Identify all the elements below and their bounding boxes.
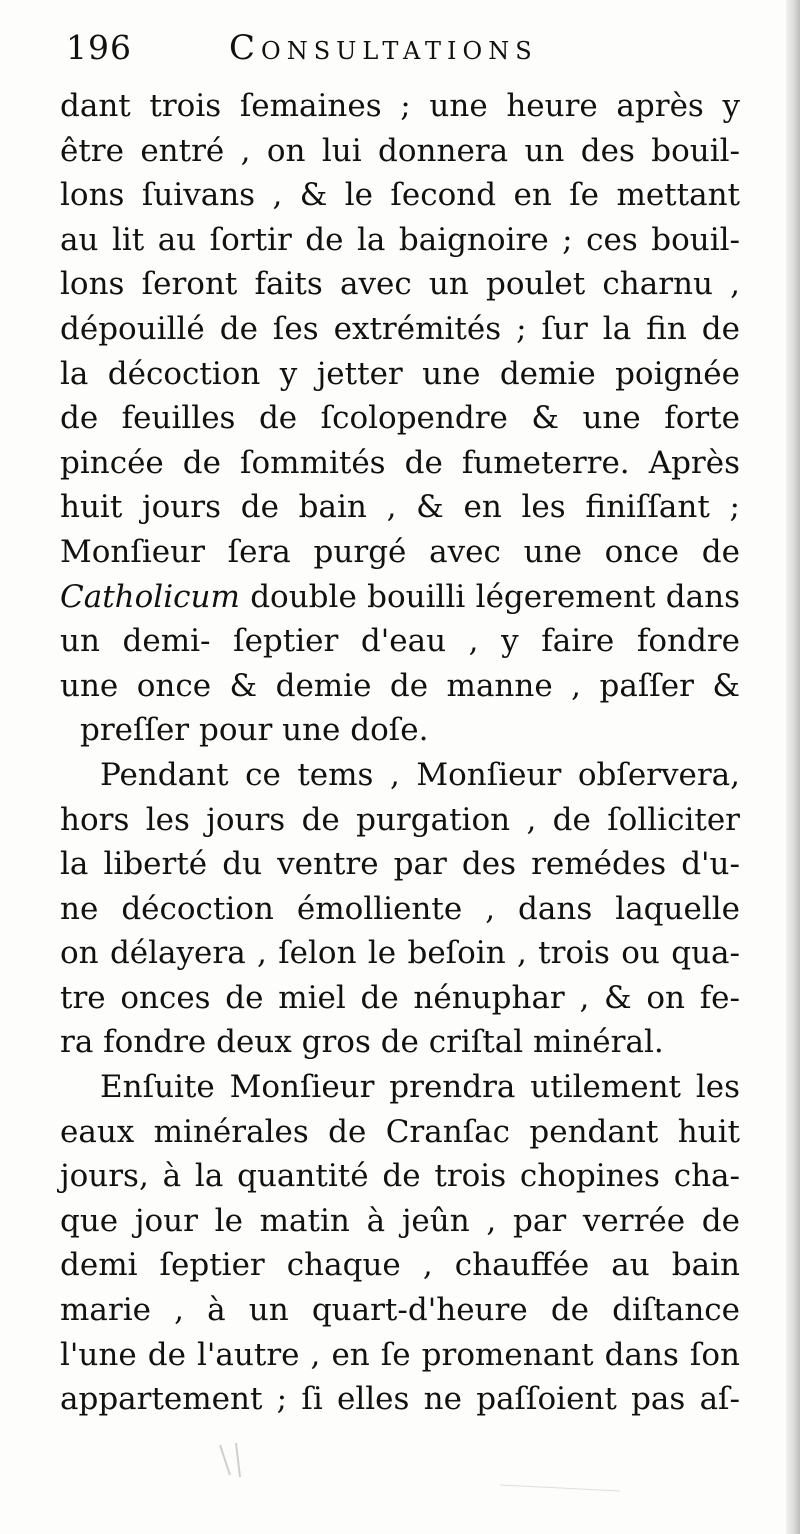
text-line: demi ſeptier chaque , chauffée au bain xyxy=(60,1247,740,1284)
page-header xyxy=(66,28,746,78)
text-line: preſſer pour une doſe. xyxy=(80,712,429,749)
text-line: on délayera , ſelon le beſoin , trois ou qua- xyxy=(60,935,740,972)
text-line: ne décoction émolliente , dans laquelle xyxy=(60,890,740,927)
text-line: lons ſeront faits avec un poulet charnu , xyxy=(60,266,740,303)
show-through-marks xyxy=(200,1405,700,1505)
text-line: être entré , on lui donnera un des bouil- xyxy=(60,132,740,169)
text-line: la liberté du ventre par des remédes d'u- xyxy=(60,846,740,883)
text-line: tre onces de miel de nénuphar , & on fe- xyxy=(60,979,740,1016)
text-line: appartement ; ſi elles ne paſſoient pas aſ- xyxy=(60,1381,740,1418)
text-line: jours, à la quantité de trois chopines cha- xyxy=(60,1158,740,1195)
body-text xyxy=(60,84,740,1422)
text-line: lons ſuivans , & le ſecond en ſe mettant xyxy=(60,177,740,214)
page-number: 196 xyxy=(66,28,132,67)
text-line: l'une de l'autre , en ſe promenant dans ſon xyxy=(60,1336,740,1373)
text-line: Enſuite Monſieur prendra utilement les xyxy=(100,1069,740,1106)
text-line: ra fondre deux gros de criſtal minéral. xyxy=(60,1024,664,1061)
text-line: un demi- ſeptier d'eau , y faire fondre xyxy=(60,623,740,660)
text-line: dant trois ſemaines ; une heure après y xyxy=(60,88,740,124)
text-line: marie , à un quart-d'heure de diſtance xyxy=(60,1292,740,1329)
text-line: au lit au ſortir de la baignoire ; ces bouil- xyxy=(60,221,740,258)
text-line: eaux minérales de Cranſac pendant huit xyxy=(60,1113,740,1150)
text-line-catholicum xyxy=(60,575,740,620)
running-title: Consultations xyxy=(229,28,538,68)
text-line: hors les jours de purgation , de ſolliciter xyxy=(60,801,740,838)
text-line: Pendant ce tems , Monſieur obſervera, xyxy=(100,756,740,793)
text-line: pincée de ſommités de fumeterre. Après xyxy=(60,444,740,481)
text-line: de feuilles de ſcolopendre & une forte xyxy=(60,400,740,437)
text-line: dépouillé de ſes extrémités ; ſur la fin de xyxy=(60,310,740,347)
italic-word: Catholicum xyxy=(60,578,240,615)
text-line: une once & demie de manne , paſſer & xyxy=(60,667,740,704)
text-line: la décoction y jetter une demie poignée xyxy=(60,355,740,392)
text-line: que jour le matin à jeûn , par verrée de xyxy=(60,1202,740,1239)
text-fragment: double bouilli légerement dans xyxy=(239,578,740,615)
text-line: huit jours de bain , & en les finiſſant ; xyxy=(60,489,740,526)
text-line: Monſieur ſera purgé avec une once de xyxy=(60,533,740,570)
page-edge-shadow xyxy=(786,0,800,1534)
